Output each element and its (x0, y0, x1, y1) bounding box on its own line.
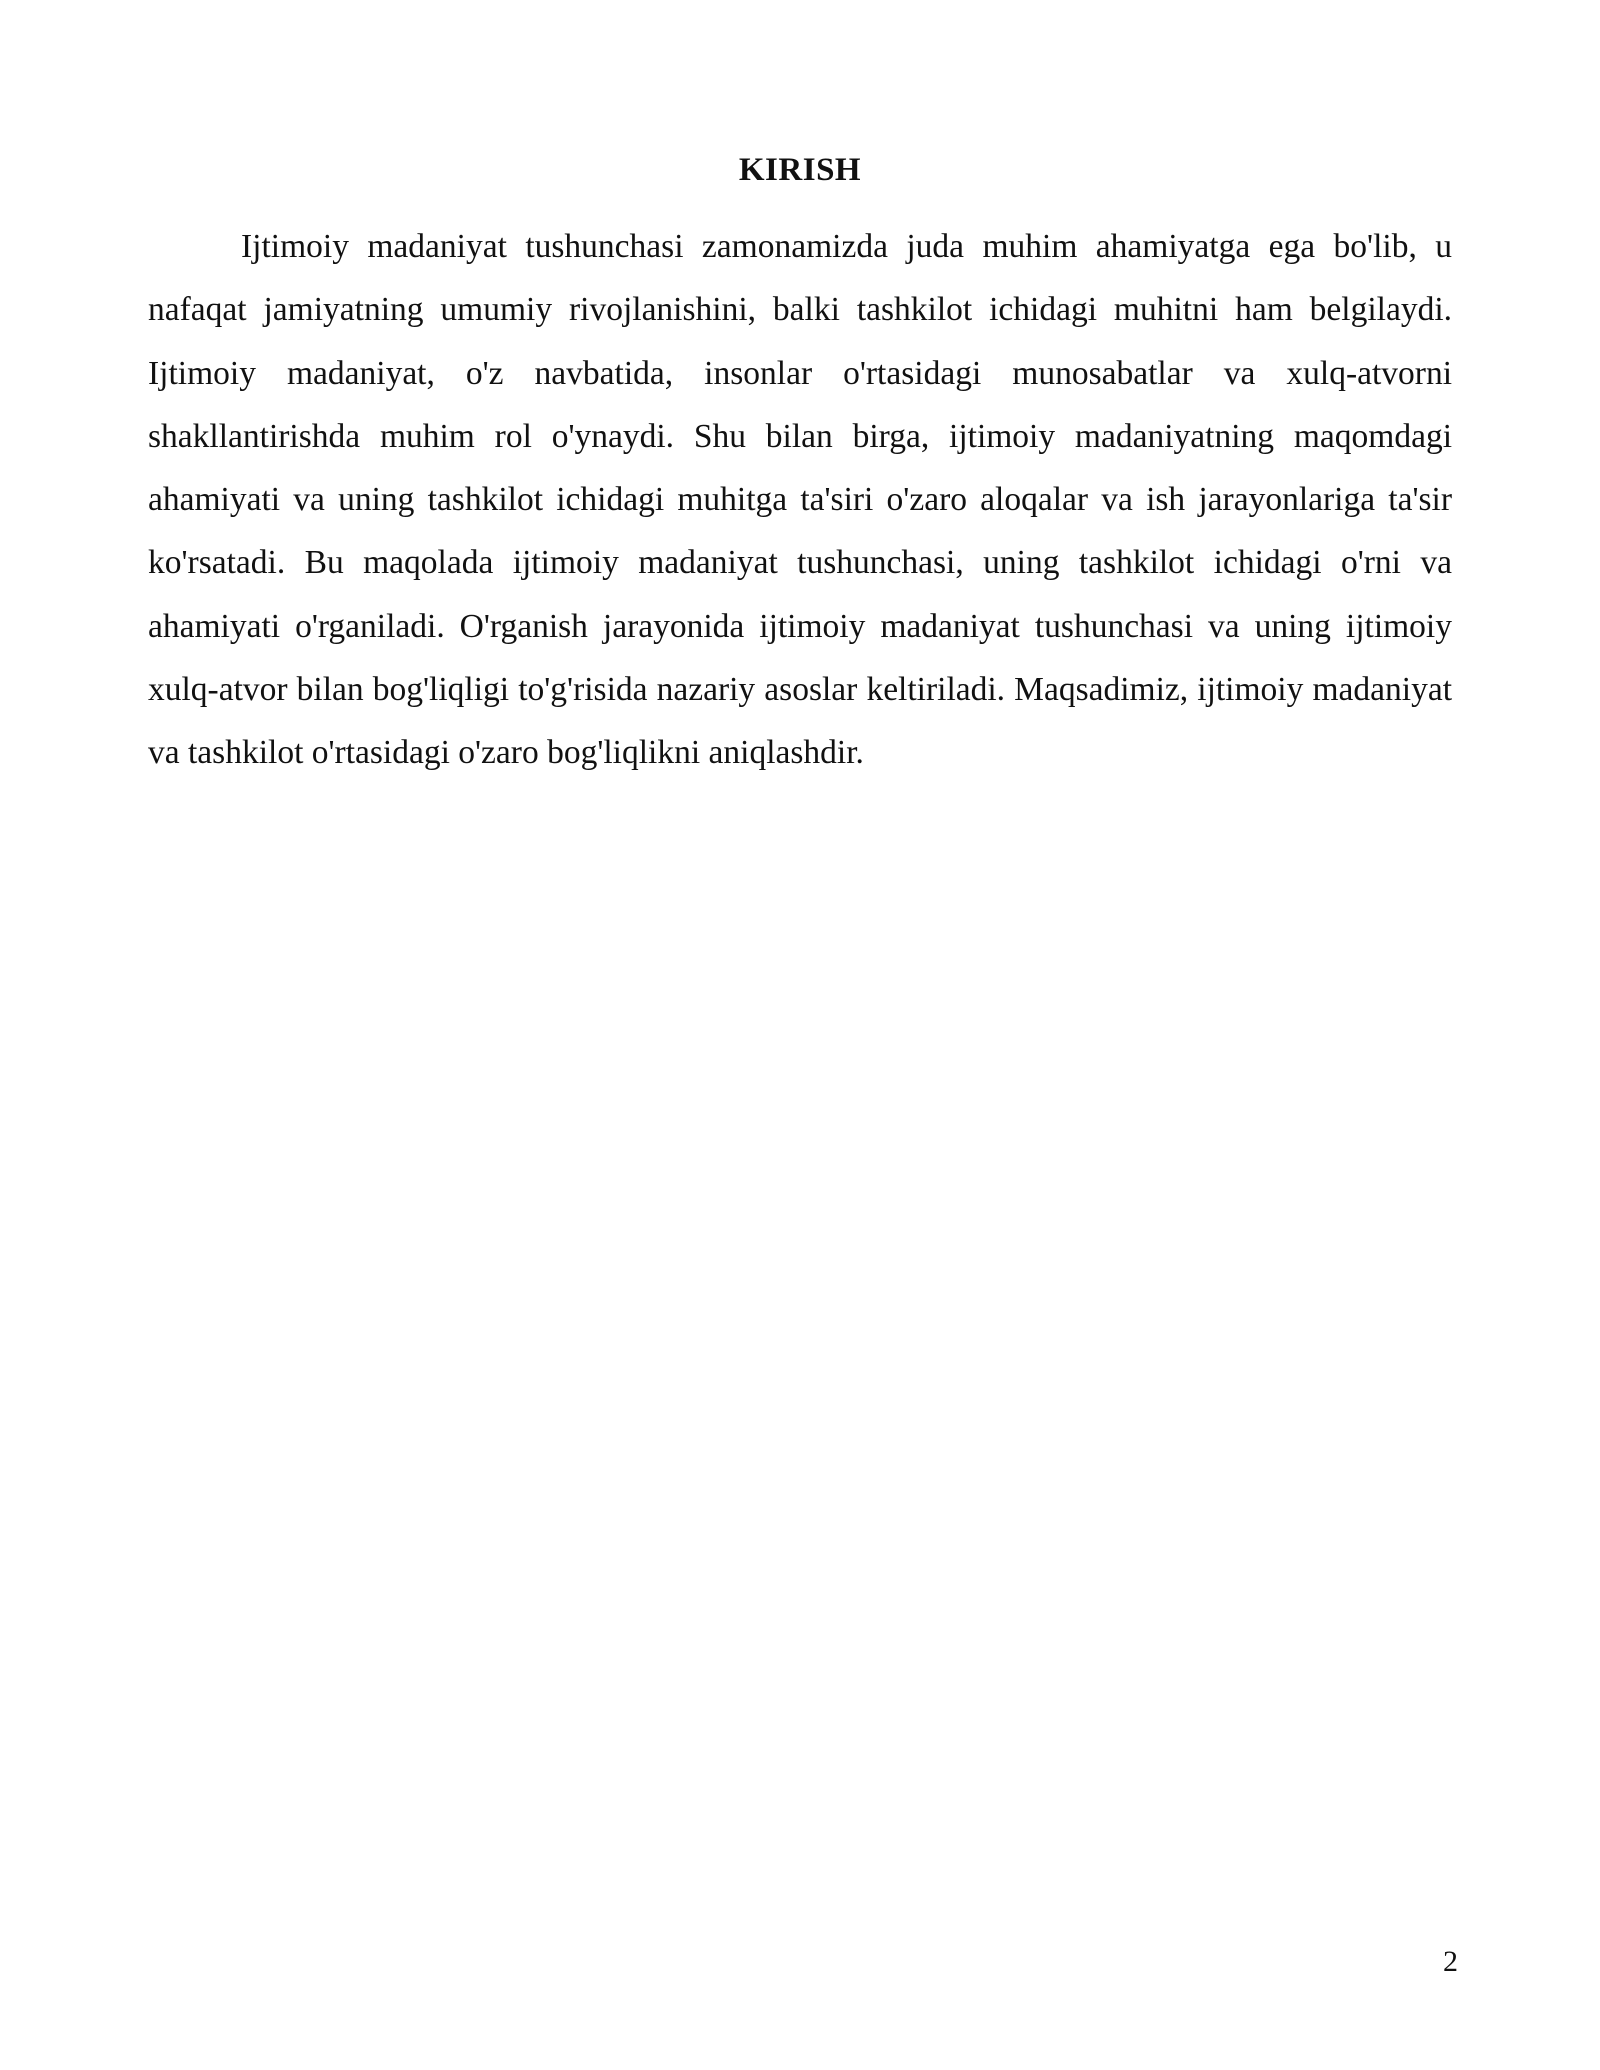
section-heading: KIRISH (738, 152, 862, 188)
page-number: 2 (1443, 1945, 1458, 1978)
body-paragraph: Ijtimoiy madaniyat tushunchasi zamonamizda juda muhim ahamiyatga ega bo'lib, u nafaqat jamiyatning umumiy rivojlanishini, balki tashkilot ichidagi muhitni ham belgilaydi. Ijtimoiy madaniyat, o'z navbatida, insonlar o'rtasidagi munosabatlar va xulq-atvorni shakllantirishda muhim rol o'ynaydi. Shu bilan birga, ijtimoiy madaniyatning maqomdagi ahamiyati va uning tashkilot ichidagi muhitga ta'siri o'zaro aloqalar va ish jarayonlariga ta'sir ko'rsatadi. Bu maqolada ijtimoiy madaniyat tushunchasi, uning tashkilot ichidagi o'rni va ahamiyati o'rganiladi. O'rganish jarayonida ijtimoiy madaniyat tushunchasi va uning ijtimoiy xulq-atvor bilan bog'liqligi to'g'risida nazariy asoslar keltiriladi. Maqsadimiz, ijtimoiy madaniyat va tashkilot o'rtasidagi o'zaro bog'liqlikni aniqlashdir. (148, 228, 1452, 772)
